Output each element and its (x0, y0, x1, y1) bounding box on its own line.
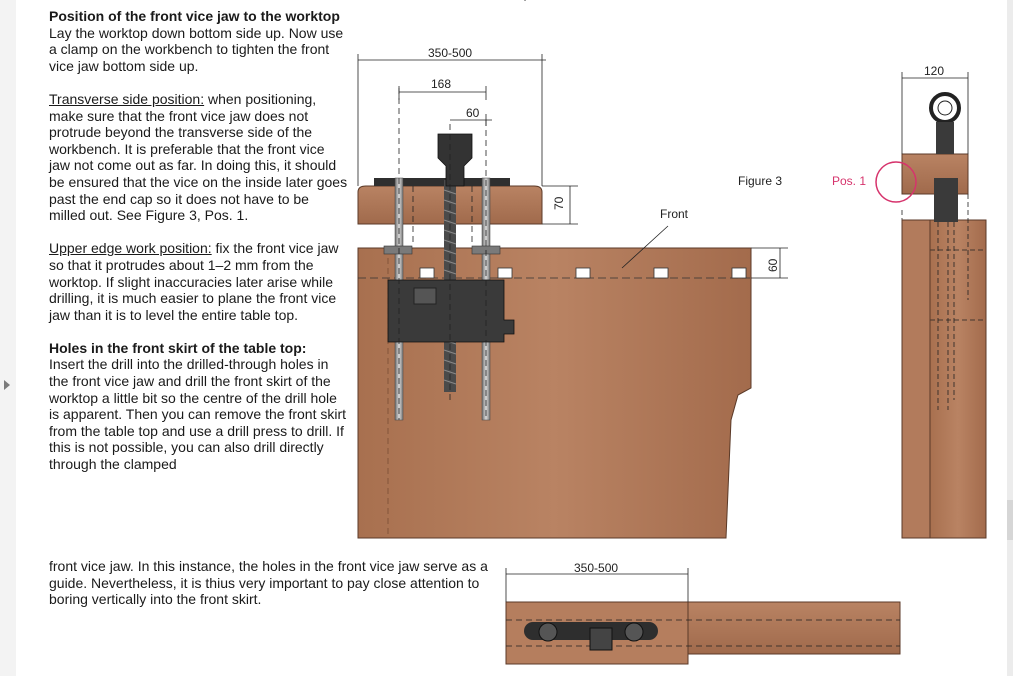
side-handle-shaft (936, 122, 954, 154)
dim-top-width: 350-500 (428, 46, 473, 60)
section-holes-body: Insert the drill into the drilled-through holes in the front vice jaw and drill the front skirt of the worktop a little bit so the centre of the drill hole is apparent. Then you can remove the front skirt from the table top and use a drill press to drill. If this is not possible, you can also drill directly through the clamped (49, 356, 347, 473)
pos-label: Pos. 1 (832, 174, 867, 188)
section-transverse-see: See Figure 3, Pos. 1. (116, 207, 249, 224)
dim-168: 168 (431, 77, 452, 91)
section-upper-edge-label: Upper edge work position: (49, 240, 212, 257)
side-vice-body (934, 178, 958, 222)
section-transverse-label: Transverse side position: (49, 90, 205, 107)
section-holes-heading: Holes in the front skirt of the table top: (49, 339, 307, 356)
dim-70: 70 (552, 196, 566, 210)
section-transverse-body: when positioning, make sure that the front vice jaw does not protrude beyond the transverse side of the workbench. It is preferable that the front vice jaw not come out as far. In doing this, it should be ensured that the vice on the inside later goes past the end cap so it does not have to be milled out. (49, 90, 348, 224)
dim-120: 120 (924, 64, 945, 78)
vertical-scrollbar[interactable] (1007, 0, 1013, 676)
dim-60-top: 60 (466, 106, 480, 120)
page-nav-arrow-icon[interactable] (4, 380, 10, 390)
side-skirt (902, 220, 930, 538)
figure-3-drawing (16, 0, 1007, 676)
dim-60-side: 60 (766, 258, 780, 272)
document-page (16, 0, 1007, 676)
mounting-plate (388, 280, 514, 342)
section-position-heading: Position of the front vice jaw to the worktop (49, 8, 340, 24)
section-upper-edge-body: fix the front vice jaw so that it protrudes about 1–2 mm from the worktop. If slight inaccuracies later arise while drilling, it is much easier to plane the front vice jaw than it is to level the entire table top. (49, 240, 339, 323)
front-label: Front (660, 207, 689, 221)
side-worktop (930, 220, 986, 538)
section-position-body: Lay the worktop down bottom side up. Now use a clamp on the workbench to tighten the front vice jaw bottom side up. (49, 24, 344, 74)
plate-window (414, 288, 436, 304)
cut-heading (386, 0, 531, 1)
section-holes-continued: front vice jaw. In this instance, the holes in the front vice jaw serve as a guide. Nevertheless, it is thius very important to pay close attention to boring vertically into the front skirt. (49, 558, 488, 608)
scrollbar-thumb[interactable] (1007, 500, 1013, 540)
figure-caption: Figure 3 (738, 174, 783, 188)
dim-bottom-width: 350-500 (574, 561, 619, 575)
